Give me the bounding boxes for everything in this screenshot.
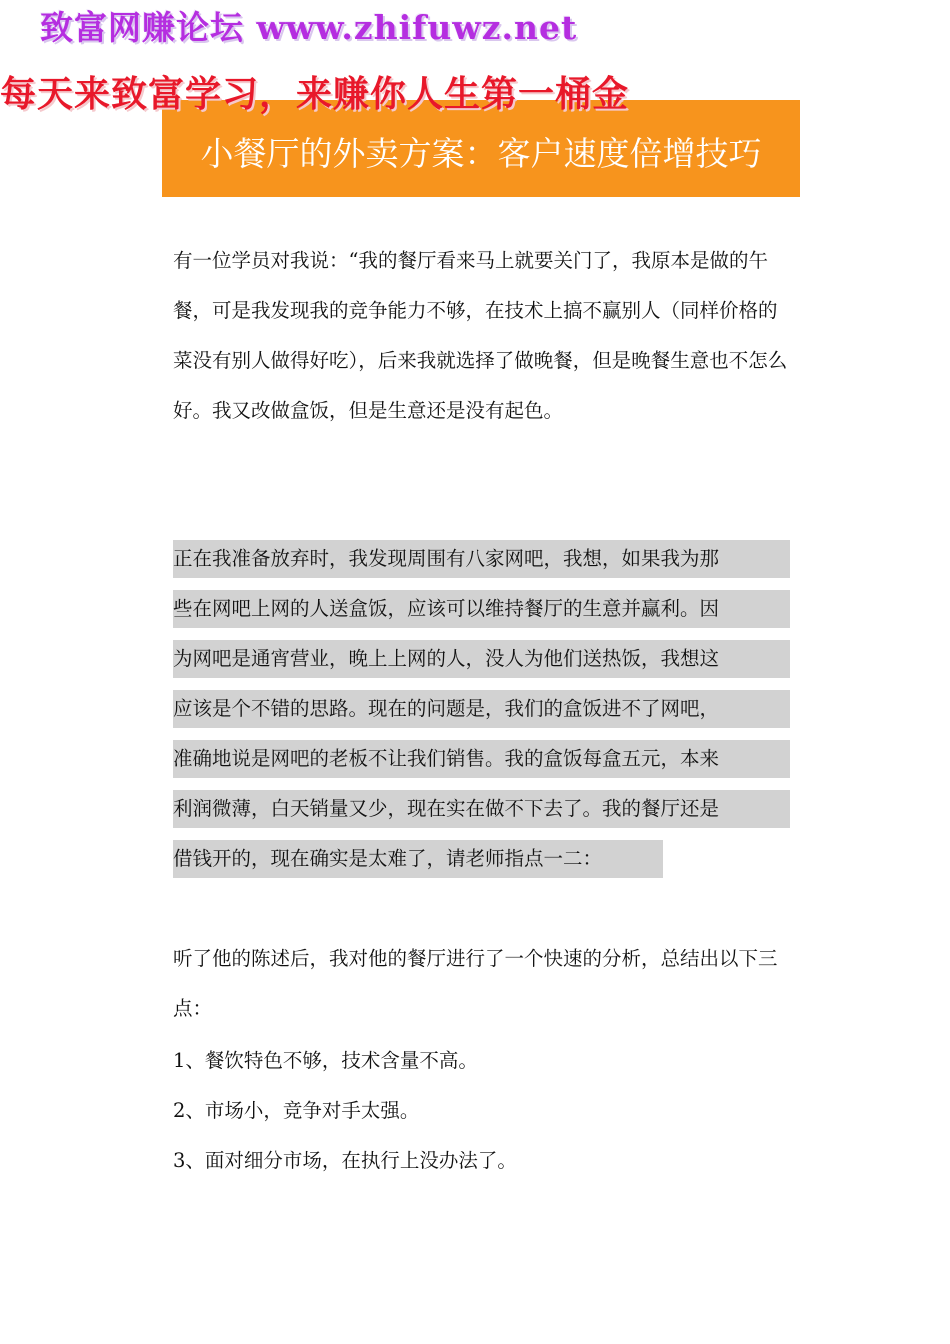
list-item: 2、市场小，竞争对手太强。 bbox=[173, 1099, 420, 1122]
paragraph-analysis: 听了他的陈述后，我对他的餐厅进行了一个快速的分析，总结出以下三点： bbox=[173, 947, 778, 1020]
watermark-slogan: 每天来致富学习，来赚你人生第一桶金 bbox=[0, 73, 630, 115]
highlighted-line: 为网吧是通宵营业，晚上上网的人，没人为他们送热饭，我想这 bbox=[173, 640, 790, 678]
page-title: 小餐厅的外卖方案：客户速度倍增技巧 bbox=[200, 134, 762, 173]
highlighted-line: 借钱开的，现在确实是太难了，请老师指点一二： bbox=[173, 840, 663, 878]
highlighted-line: 正在我准备放弃时，我发现周围有八家网吧，我想，如果我为那 bbox=[173, 540, 790, 578]
list-item: 1、餐饮特色不够，技术含量不高。 bbox=[173, 1049, 478, 1072]
highlighted-line: 利润微薄，白天销量又少，现在实在做不下去了。我的餐厅还是 bbox=[173, 790, 790, 828]
highlighted-line: 些在网吧上网的人送盒饭，应该可以维持餐厅的生意并赢利。因 bbox=[173, 590, 790, 628]
list-item: 3、面对细分市场，在执行上没办法了。 bbox=[173, 1149, 517, 1172]
highlighted-line: 准确地说是网吧的老板不让我们销售。我的盒饭每盒五元，本来 bbox=[173, 740, 790, 778]
highlighted-line: 应该是个不错的思路。现在的问题是，我们的盒饭进不了网吧， bbox=[173, 690, 790, 728]
paragraph-intro: 有一位学员对我说：“我的餐厅看来马上就要关门了，我原本是做的午餐，可是我发现我的竞争能力不够，在技术上搞不赢别人（同样价格的菜没有别人做得好吃），后来我就选择了做晚餐，但是晚餐生意也不怎么好。我又改做盒饭，但是生意还是没有起色。 bbox=[173, 249, 788, 422]
paragraph-highlighted bbox=[173, 540, 793, 890]
watermark-site: 致富网赚论坛 www.zhifuwz.net bbox=[40, 8, 578, 47]
